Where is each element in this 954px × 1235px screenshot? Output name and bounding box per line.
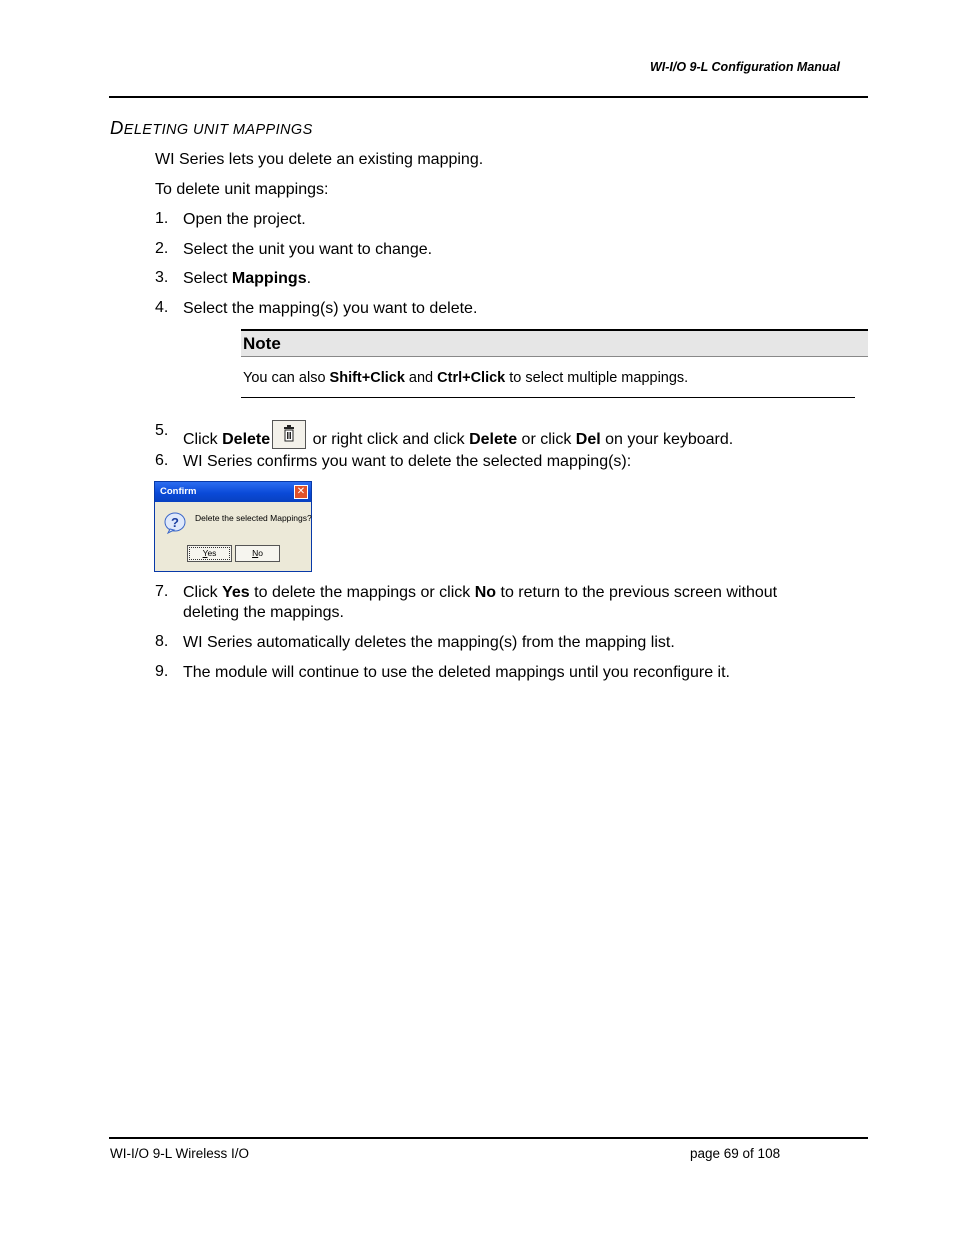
dialog-message: Delete the selected Mappings?	[195, 513, 312, 523]
close-icon: ✕	[294, 485, 308, 499]
section-heading: DELETING UNIT MAPPINGS	[110, 117, 313, 138]
yes-button: Yes	[187, 545, 232, 562]
note-text: You can also Shift+Click and Ctrl+Click to select multiple mappings.	[243, 370, 689, 386]
note-header: Note	[241, 329, 868, 357]
page-number: page 69 of 108	[690, 1146, 781, 1161]
note-divider	[241, 397, 855, 398]
question-icon	[164, 512, 186, 534]
note-callout	[241, 329, 868, 399]
running-header: WI-I/O 9-L Configuration Manual	[649, 60, 840, 74]
header-divider	[109, 96, 868, 98]
dialog-titlebar: Confirm ✕	[155, 482, 311, 502]
intro-instruction: To delete unit mappings:	[155, 181, 329, 198]
delete-trash-icon	[272, 420, 306, 449]
confirm-dialog-screenshot	[154, 481, 312, 572]
footer-divider	[109, 1137, 868, 1139]
no-button: No	[235, 545, 280, 562]
svg-text:?: ?	[171, 515, 179, 530]
footer-product: WI-I/O 9-L Wireless I/O	[110, 1146, 250, 1161]
intro-paragraph: WI Series lets you delete an existing mapping.	[155, 151, 484, 168]
